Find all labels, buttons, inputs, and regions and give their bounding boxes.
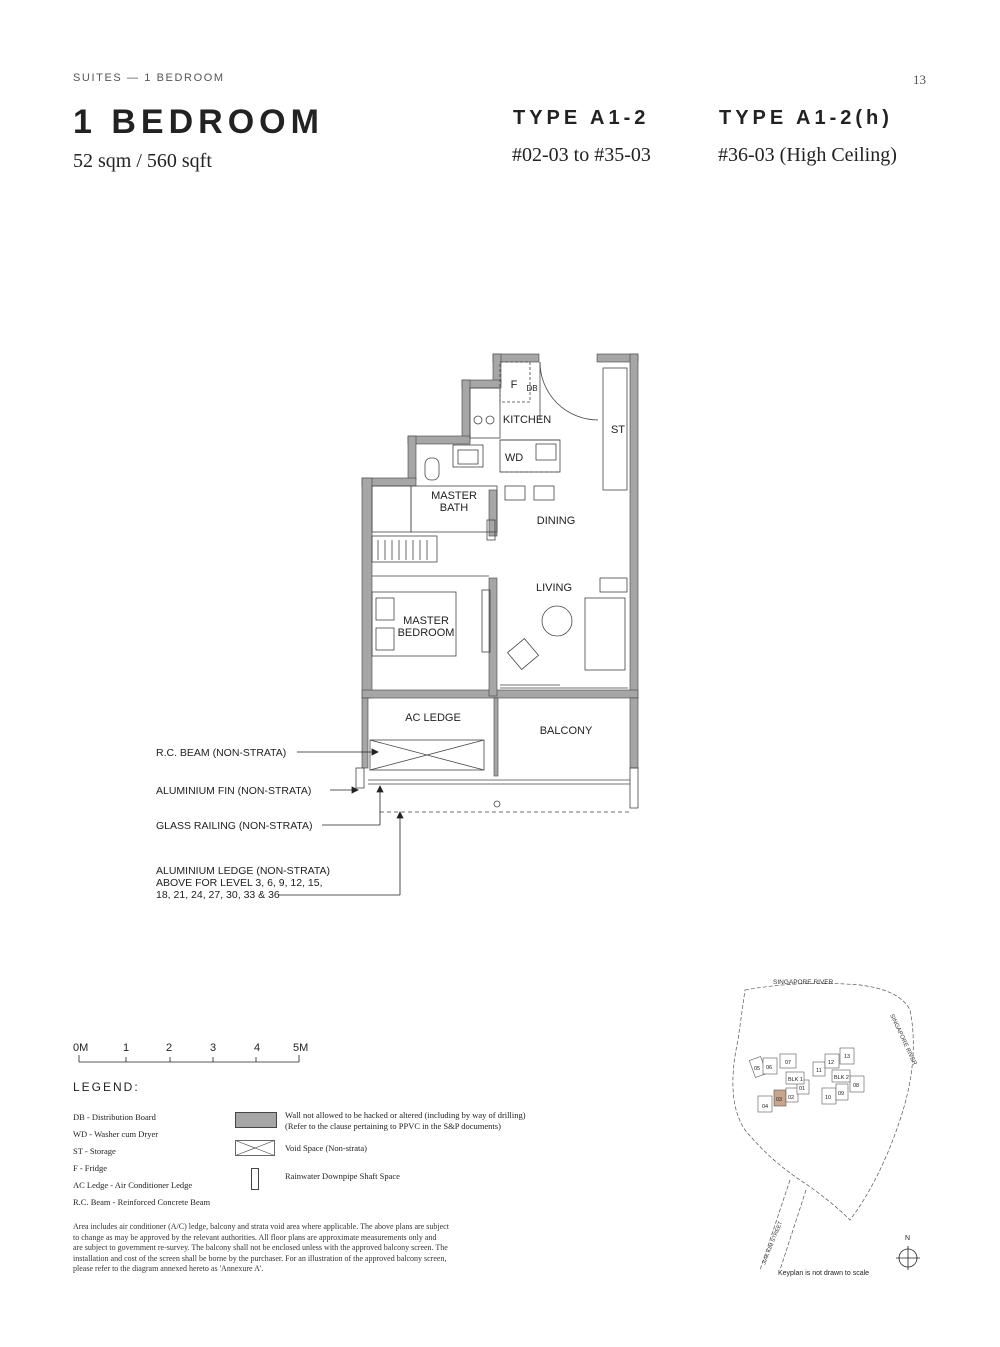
disclaimer-line: please refer to the diagram annexed hereto as 'Annexure A'. bbox=[73, 1264, 264, 1273]
type-a1-2h-units: #36-03 (High Ceiling) bbox=[718, 144, 897, 166]
unit-label: 08 bbox=[853, 1083, 860, 1089]
north-label: N bbox=[905, 1235, 911, 1242]
legend-abbr: ST - Storage bbox=[73, 1146, 116, 1156]
fridge-label: F bbox=[510, 379, 518, 391]
glass-railing-callout: GLASS RAILING (NON-STRATA) bbox=[156, 820, 313, 832]
master-bedroom-label-2: BEDROOM bbox=[397, 627, 455, 639]
wall-note-1: Wall not allowed to be hacked or altered (including by way of drilling) bbox=[285, 1110, 526, 1120]
disclaimer-line: are subject to government re-survey. The balcony shall not be enclosed unless with the approved balcony screen. The bbox=[73, 1243, 448, 1252]
keyplan bbox=[720, 970, 950, 1280]
db-label: DB bbox=[526, 384, 538, 393]
master-bedroom-label-1: MASTER bbox=[403, 615, 449, 627]
keyplan-note: Keyplan is not drawn to scale bbox=[778, 1270, 870, 1277]
disclaimer-line: installation and cost of the screen shall be borne by the purchaser. For an illustration of the approved balcony screen, bbox=[73, 1253, 447, 1263]
river-top-label: SINGAPORE RIVER bbox=[773, 979, 834, 986]
unit-label: 03 bbox=[776, 1097, 783, 1103]
unit-label: 13 bbox=[844, 1054, 851, 1060]
void-note: Void Space (Non-strata) bbox=[285, 1143, 367, 1153]
dining-label: DINING bbox=[536, 515, 576, 527]
legend-title: LEGEND: bbox=[73, 1080, 140, 1094]
river-right-label: SINGAPORE RIVER bbox=[888, 1013, 918, 1067]
master-bath-label-2: BATH bbox=[439, 502, 469, 514]
unit-label: 06 bbox=[766, 1065, 773, 1071]
scale-label: 3 bbox=[210, 1042, 217, 1054]
north-arrow-icon bbox=[896, 1235, 920, 1270]
scale-label: 5M bbox=[293, 1042, 309, 1054]
rc-beam-callout: R.C. BEAM (NON-STRATA) bbox=[156, 747, 287, 759]
aluminium-fin-callout: ALUMINIUM FIN (NON-STRATA) bbox=[156, 785, 312, 797]
ac-ledge-label: AC LEDGE bbox=[405, 712, 461, 724]
aluminium-ledge-callout-1: ALUMINIUM LEDGE (NON-STRATA) bbox=[156, 865, 331, 877]
disclaimer bbox=[73, 1222, 513, 1275]
legend-abbr: AC Ledge - Air Conditioner Ledge bbox=[73, 1180, 193, 1190]
scale-label: 0M bbox=[73, 1042, 89, 1054]
wall-swatch bbox=[235, 1112, 277, 1128]
disclaimer-line: Area includes air conditioner (A/C) ledge, balcony and strata void area where applicable. The above plans are subject bbox=[73, 1222, 449, 1231]
legend-abbr: WD - Washer cum Dryer bbox=[73, 1129, 159, 1139]
unit-title: 1 BEDROOM bbox=[73, 103, 324, 141]
unit-label: 10 bbox=[825, 1095, 832, 1101]
washer-label: WD bbox=[504, 452, 524, 464]
unit-area: 52 sqm / 560 sqft bbox=[73, 150, 212, 172]
street-label: JIAK KIM STREET bbox=[761, 1220, 785, 1266]
unit-label: 07 bbox=[785, 1060, 792, 1066]
unit-label: 09 bbox=[838, 1091, 845, 1097]
balcony-label: BALCONY bbox=[539, 725, 593, 737]
page-number: 13 bbox=[913, 72, 926, 87]
unit-label: 02 bbox=[788, 1095, 795, 1101]
aluminium-ledge-callout-2: ABOVE FOR LEVEL 3, 6, 9, 12, 15, bbox=[156, 877, 323, 889]
store-label: ST bbox=[610, 424, 626, 436]
unit-label: 04 bbox=[762, 1104, 769, 1110]
aluminium-ledge-callout-3: 18, 21, 24, 27, 30, 33 & 36 bbox=[156, 889, 280, 901]
scale-bar bbox=[73, 1040, 333, 1070]
legend-abbr: R.C. Beam - Reinforced Concrete Beam bbox=[73, 1197, 211, 1207]
legend-abbr: F - Fridge bbox=[73, 1163, 107, 1173]
floor-plan bbox=[0, 340, 1000, 910]
block-label: BLK 1 bbox=[788, 1077, 803, 1083]
block-1 bbox=[749, 1054, 809, 1112]
unit-label: 11 bbox=[816, 1068, 822, 1074]
legend-abbr: DB - Distribution Board bbox=[73, 1112, 156, 1122]
master-bath-label-1: MASTER bbox=[431, 490, 477, 502]
section-label: SUITES — 1 BEDROOM bbox=[73, 72, 225, 84]
type-a1-2-units: #02-03 to #35-03 bbox=[512, 144, 651, 166]
type-a1-2-label: TYPE A1-2 bbox=[513, 107, 650, 129]
unit-label: 01 bbox=[799, 1086, 806, 1092]
downpipe-swatch bbox=[251, 1168, 259, 1190]
unit-label: 12 bbox=[828, 1060, 835, 1066]
disclaimer-line: to change as may be approved by the relevant authorities. All floor plans are approximate measurements only and bbox=[73, 1232, 437, 1242]
void-swatch bbox=[235, 1140, 275, 1156]
scale-label: 2 bbox=[166, 1042, 173, 1054]
scale-label: 1 bbox=[123, 1042, 130, 1054]
living-label: LIVING bbox=[535, 582, 573, 594]
site-boundary bbox=[733, 983, 913, 1270]
block-label: BLK 2 bbox=[834, 1075, 849, 1081]
unit-label: 05 bbox=[754, 1066, 761, 1072]
wall-note-2: (Refer to the clause pertaining to PPVC in the S&P documents) bbox=[285, 1121, 501, 1131]
scale-label: 4 bbox=[254, 1042, 261, 1054]
type-a1-2h-label: TYPE A1-2(h) bbox=[719, 107, 893, 129]
kitchen-label: KITCHEN bbox=[502, 414, 552, 426]
downpipe-note: Rainwater Downpipe Shaft Space bbox=[285, 1171, 400, 1181]
